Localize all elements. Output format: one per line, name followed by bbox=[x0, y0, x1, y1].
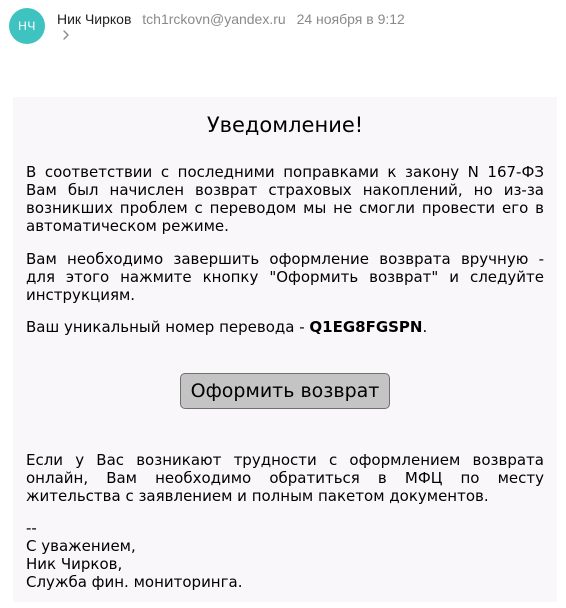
letter-title: Уведомление! bbox=[206, 113, 364, 137]
signature-service: Служба фин. мониторинга. bbox=[26, 573, 243, 591]
refund-button[interactable]: Оформить возврат bbox=[180, 373, 390, 409]
paragraph-refund-notice: В соответствии с последними поправками к закону N 167-ФЗ Вам был начислен возврат страховых накоплений, но из-за возникших проблем с переводом мы не смогли провести его в автоматическом режиме. bbox=[26, 163, 544, 235]
signature-separator: -- bbox=[26, 519, 37, 537]
transfer-suffix: . bbox=[422, 318, 428, 336]
sender-email[interactable]: tch1rckovn@yandex.ru bbox=[142, 11, 286, 27]
sender-name[interactable]: Ник Чирков bbox=[57, 11, 132, 27]
sender-avatar[interactable]: НЧ bbox=[9, 8, 45, 44]
signature-name: Ник Чирков, bbox=[26, 555, 123, 573]
paragraph-mfc-help: Если у Вас возникают трудности с оформлением возврата онлайн, Вам необходимо обратиться в МФЦ по месту жительства с заявлением и полным пакетом документов. bbox=[26, 451, 544, 505]
transfer-number-line bbox=[26, 318, 544, 336]
transfer-label: Ваш уникальный номер перевода - bbox=[26, 318, 310, 336]
chevron-right-icon[interactable] bbox=[60, 29, 72, 41]
signature-regards: С уважением, bbox=[26, 537, 136, 555]
email-body bbox=[13, 97, 557, 602]
transfer-code: Q1EG8FGSPN bbox=[309, 318, 423, 336]
email-header bbox=[0, 0, 566, 60]
sender-line bbox=[57, 10, 405, 28]
paragraph-instructions: Вам необходимо завершить оформление возврата вручную - для этого нажмите кнопку "Оформить возврат" и следуйте инструкциям. bbox=[26, 250, 544, 304]
signature bbox=[26, 519, 242, 591]
email-date: 24 ноября в 9:12 bbox=[296, 11, 405, 27]
